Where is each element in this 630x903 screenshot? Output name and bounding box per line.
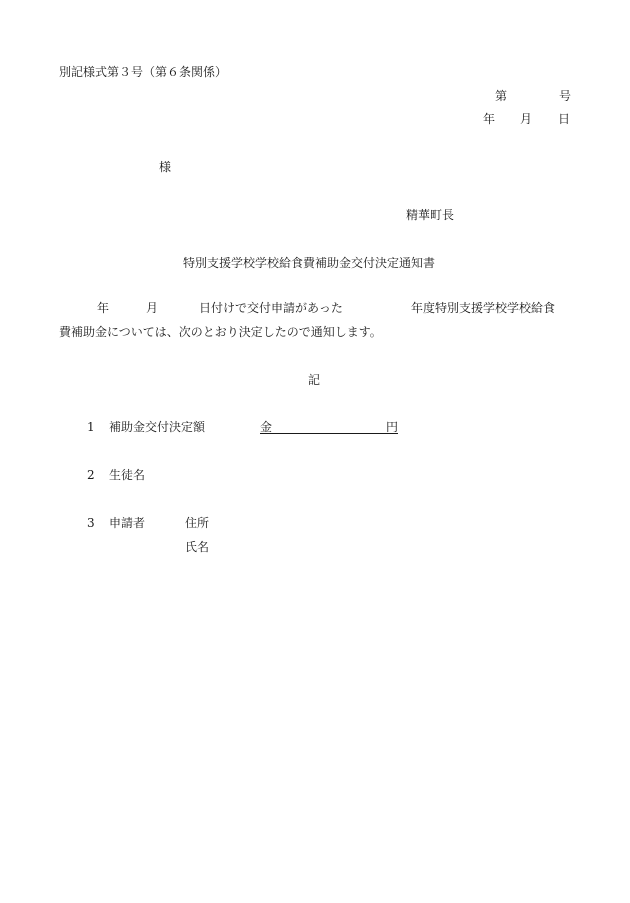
item1-amount-prefix: 金 bbox=[260, 420, 273, 434]
ki-heading: 記 bbox=[308, 373, 321, 387]
body-text-2: 年度特別支援学校学校給食 bbox=[411, 301, 556, 315]
document-title: 特別支援学校学校給食費補助金交付決定通知書 bbox=[183, 256, 436, 270]
item2-label: 生徒名 bbox=[109, 468, 146, 482]
date-month: 月 bbox=[520, 112, 533, 126]
item3-label: 申請者 bbox=[109, 516, 146, 530]
doc-number-prefix: 第 bbox=[495, 89, 508, 103]
form-label: 別記様式第３号（第６条関係） bbox=[59, 65, 228, 79]
item1-amount-suffix: 円 bbox=[386, 420, 399, 434]
issuer-name: 精華町長 bbox=[406, 208, 455, 222]
addressee-honorific: 様 bbox=[159, 160, 172, 174]
item2-number: 2 bbox=[87, 468, 95, 482]
doc-number-suffix: 号 bbox=[559, 89, 572, 103]
item3-name-label: 氏名 bbox=[185, 540, 210, 554]
date-year: 年 bbox=[483, 112, 496, 126]
amount-underline bbox=[260, 433, 398, 434]
item3-address-label: 住所 bbox=[185, 516, 210, 530]
date-day: 日 bbox=[558, 112, 571, 126]
item1-label: 補助金交付決定額 bbox=[109, 420, 206, 434]
item3-number: 3 bbox=[87, 516, 95, 530]
item1-number: 1 bbox=[87, 420, 95, 434]
body-line-2: 費補助金については、次のとおり決定したので通知します。 bbox=[59, 325, 382, 339]
body-text-1: 日付けで交付申請があった bbox=[199, 301, 343, 315]
body-year: 年 bbox=[97, 301, 110, 315]
body-month: 月 bbox=[146, 301, 159, 315]
